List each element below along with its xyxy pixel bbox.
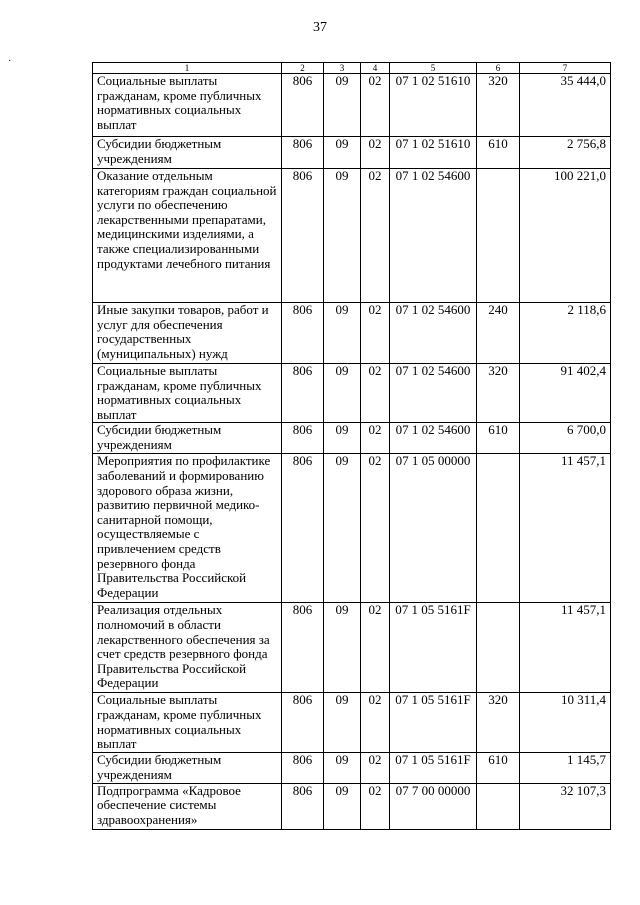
row-sum: 91 402,4 <box>520 364 611 423</box>
row-name: Подпрограмма «Кадровое обеспечение системы здравоохранения» <box>93 783 282 829</box>
row-ved: 806 <box>282 169 324 303</box>
row-csr: 07 1 02 54600 <box>390 169 477 303</box>
row-pr: 02 <box>361 753 390 783</box>
row-sum: 2 756,8 <box>520 137 611 169</box>
row-sum: 11 457,1 <box>520 603 611 693</box>
col-header-4: 4 <box>361 63 390 74</box>
row-sum: 100 221,0 <box>520 169 611 303</box>
row-pr: 02 <box>361 169 390 303</box>
row-vr: 320 <box>477 364 520 423</box>
row-rz: 09 <box>324 137 361 169</box>
row-csr: 07 1 02 51610 <box>390 74 477 137</box>
col-header-1: 1 <box>93 63 282 74</box>
row-pr: 02 <box>361 603 390 693</box>
row-rz: 09 <box>324 74 361 137</box>
row-rz: 09 <box>324 169 361 303</box>
row-rz: 09 <box>324 454 361 603</box>
row-sum: 32 107,3 <box>520 783 611 829</box>
row-csr: 07 1 02 54600 <box>390 364 477 423</box>
row-pr: 02 <box>361 454 390 603</box>
row-name: Социальные выплаты гражданам, кроме публичных нормативных социальных выплат <box>93 693 282 753</box>
row-vr: 610 <box>477 137 520 169</box>
row-name: Иные закупки товаров, работ и услуг для обеспечения государственных (муниципальных) нужд <box>93 303 282 364</box>
row-ved: 806 <box>282 603 324 693</box>
row-rz: 09 <box>324 783 361 829</box>
col-header-5: 5 <box>390 63 477 74</box>
row-sum: 2 118,6 <box>520 303 611 364</box>
row-pr: 02 <box>361 303 390 364</box>
row-sum: 10 311,4 <box>520 693 611 753</box>
row-vr <box>477 603 520 693</box>
row-rz: 09 <box>324 603 361 693</box>
row-name: Субсидии бюджетным учреждениям <box>93 753 282 783</box>
row-pr: 02 <box>361 364 390 423</box>
row-pr: 02 <box>361 783 390 829</box>
table-row <box>93 74 611 137</box>
row-sum: 1 145,7 <box>520 753 611 783</box>
row-rz: 09 <box>324 303 361 364</box>
row-pr: 02 <box>361 137 390 169</box>
row-csr: 07 7 00 00000 <box>390 783 477 829</box>
col-header-2: 2 <box>282 63 324 74</box>
table-row <box>93 423 611 454</box>
row-ved: 806 <box>282 753 324 783</box>
row-ved: 806 <box>282 783 324 829</box>
row-name: Социальные выплаты гражданам, кроме публичных нормативных социальных выплат <box>93 74 282 137</box>
budget-table <box>92 62 611 830</box>
row-pr: 02 <box>361 423 390 454</box>
table-row <box>93 137 611 169</box>
page-number: 37 <box>313 20 327 35</box>
row-rz: 09 <box>324 693 361 753</box>
table-row <box>93 364 611 423</box>
col-header-7: 7 <box>520 63 611 74</box>
row-pr: 02 <box>361 693 390 753</box>
row-ved: 806 <box>282 693 324 753</box>
row-vr <box>477 783 520 829</box>
row-ved: 806 <box>282 303 324 364</box>
row-ved: 806 <box>282 364 324 423</box>
row-sum: 6 700,0 <box>520 423 611 454</box>
row-csr: 07 1 05 5161F <box>390 603 477 693</box>
row-ved: 806 <box>282 74 324 137</box>
row-vr: 610 <box>477 753 520 783</box>
margin-mark: · <box>8 56 12 67</box>
row-vr <box>477 454 520 603</box>
table-row <box>93 783 611 829</box>
table-row <box>93 603 611 693</box>
row-name: Реализация отдельных полномочий в области лекарственного обеспечения за счет средств резервного фонда Правительства Российской Федерации <box>93 603 282 693</box>
row-csr: 07 1 05 5161F <box>390 753 477 783</box>
row-csr: 07 1 05 00000 <box>390 454 477 603</box>
row-sum: 35 444,0 <box>520 74 611 137</box>
row-vr: 610 <box>477 423 520 454</box>
row-vr: 240 <box>477 303 520 364</box>
table-row <box>93 693 611 753</box>
col-header-6: 6 <box>477 63 520 74</box>
col-header-3: 3 <box>324 63 361 74</box>
table-row <box>93 454 611 603</box>
row-ved: 806 <box>282 454 324 603</box>
row-ved: 806 <box>282 423 324 454</box>
row-rz: 09 <box>324 423 361 454</box>
row-vr: 320 <box>477 74 520 137</box>
table-row <box>93 753 611 783</box>
row-ved: 806 <box>282 137 324 169</box>
row-vr <box>477 169 520 303</box>
row-csr: 07 1 05 5161F <box>390 693 477 753</box>
table-row <box>93 303 611 364</box>
row-csr: 07 1 02 51610 <box>390 137 477 169</box>
row-csr: 07 1 02 54600 <box>390 423 477 454</box>
row-name: Субсидии бюджетным учреждениям <box>93 137 282 169</box>
column-number-row <box>93 63 611 74</box>
row-pr: 02 <box>361 74 390 137</box>
row-rz: 09 <box>324 753 361 783</box>
row-name: Социальные выплаты гражданам, кроме публичных нормативных социальных выплат <box>93 364 282 423</box>
row-sum: 11 457,1 <box>520 454 611 603</box>
table-row <box>93 169 611 303</box>
row-csr: 07 1 02 54600 <box>390 303 477 364</box>
row-name: Субсидии бюджетным учреждениям <box>93 423 282 454</box>
row-name: Оказание отдельным категориям граждан социальной услуги по обеспечению лекарственными препаратами, медицинскими изделиями, а также специализированными продуктами лечебного питания <box>93 169 282 303</box>
row-rz: 09 <box>324 364 361 423</box>
row-vr: 320 <box>477 693 520 753</box>
row-name: Мероприятия по профилактике заболеваний и формированию здорового образа жизни, развитию первичной медико-санитарной помощи, осуществляемые с привлечением средств резервного фонда Правительства Российской Федерации <box>93 454 282 603</box>
